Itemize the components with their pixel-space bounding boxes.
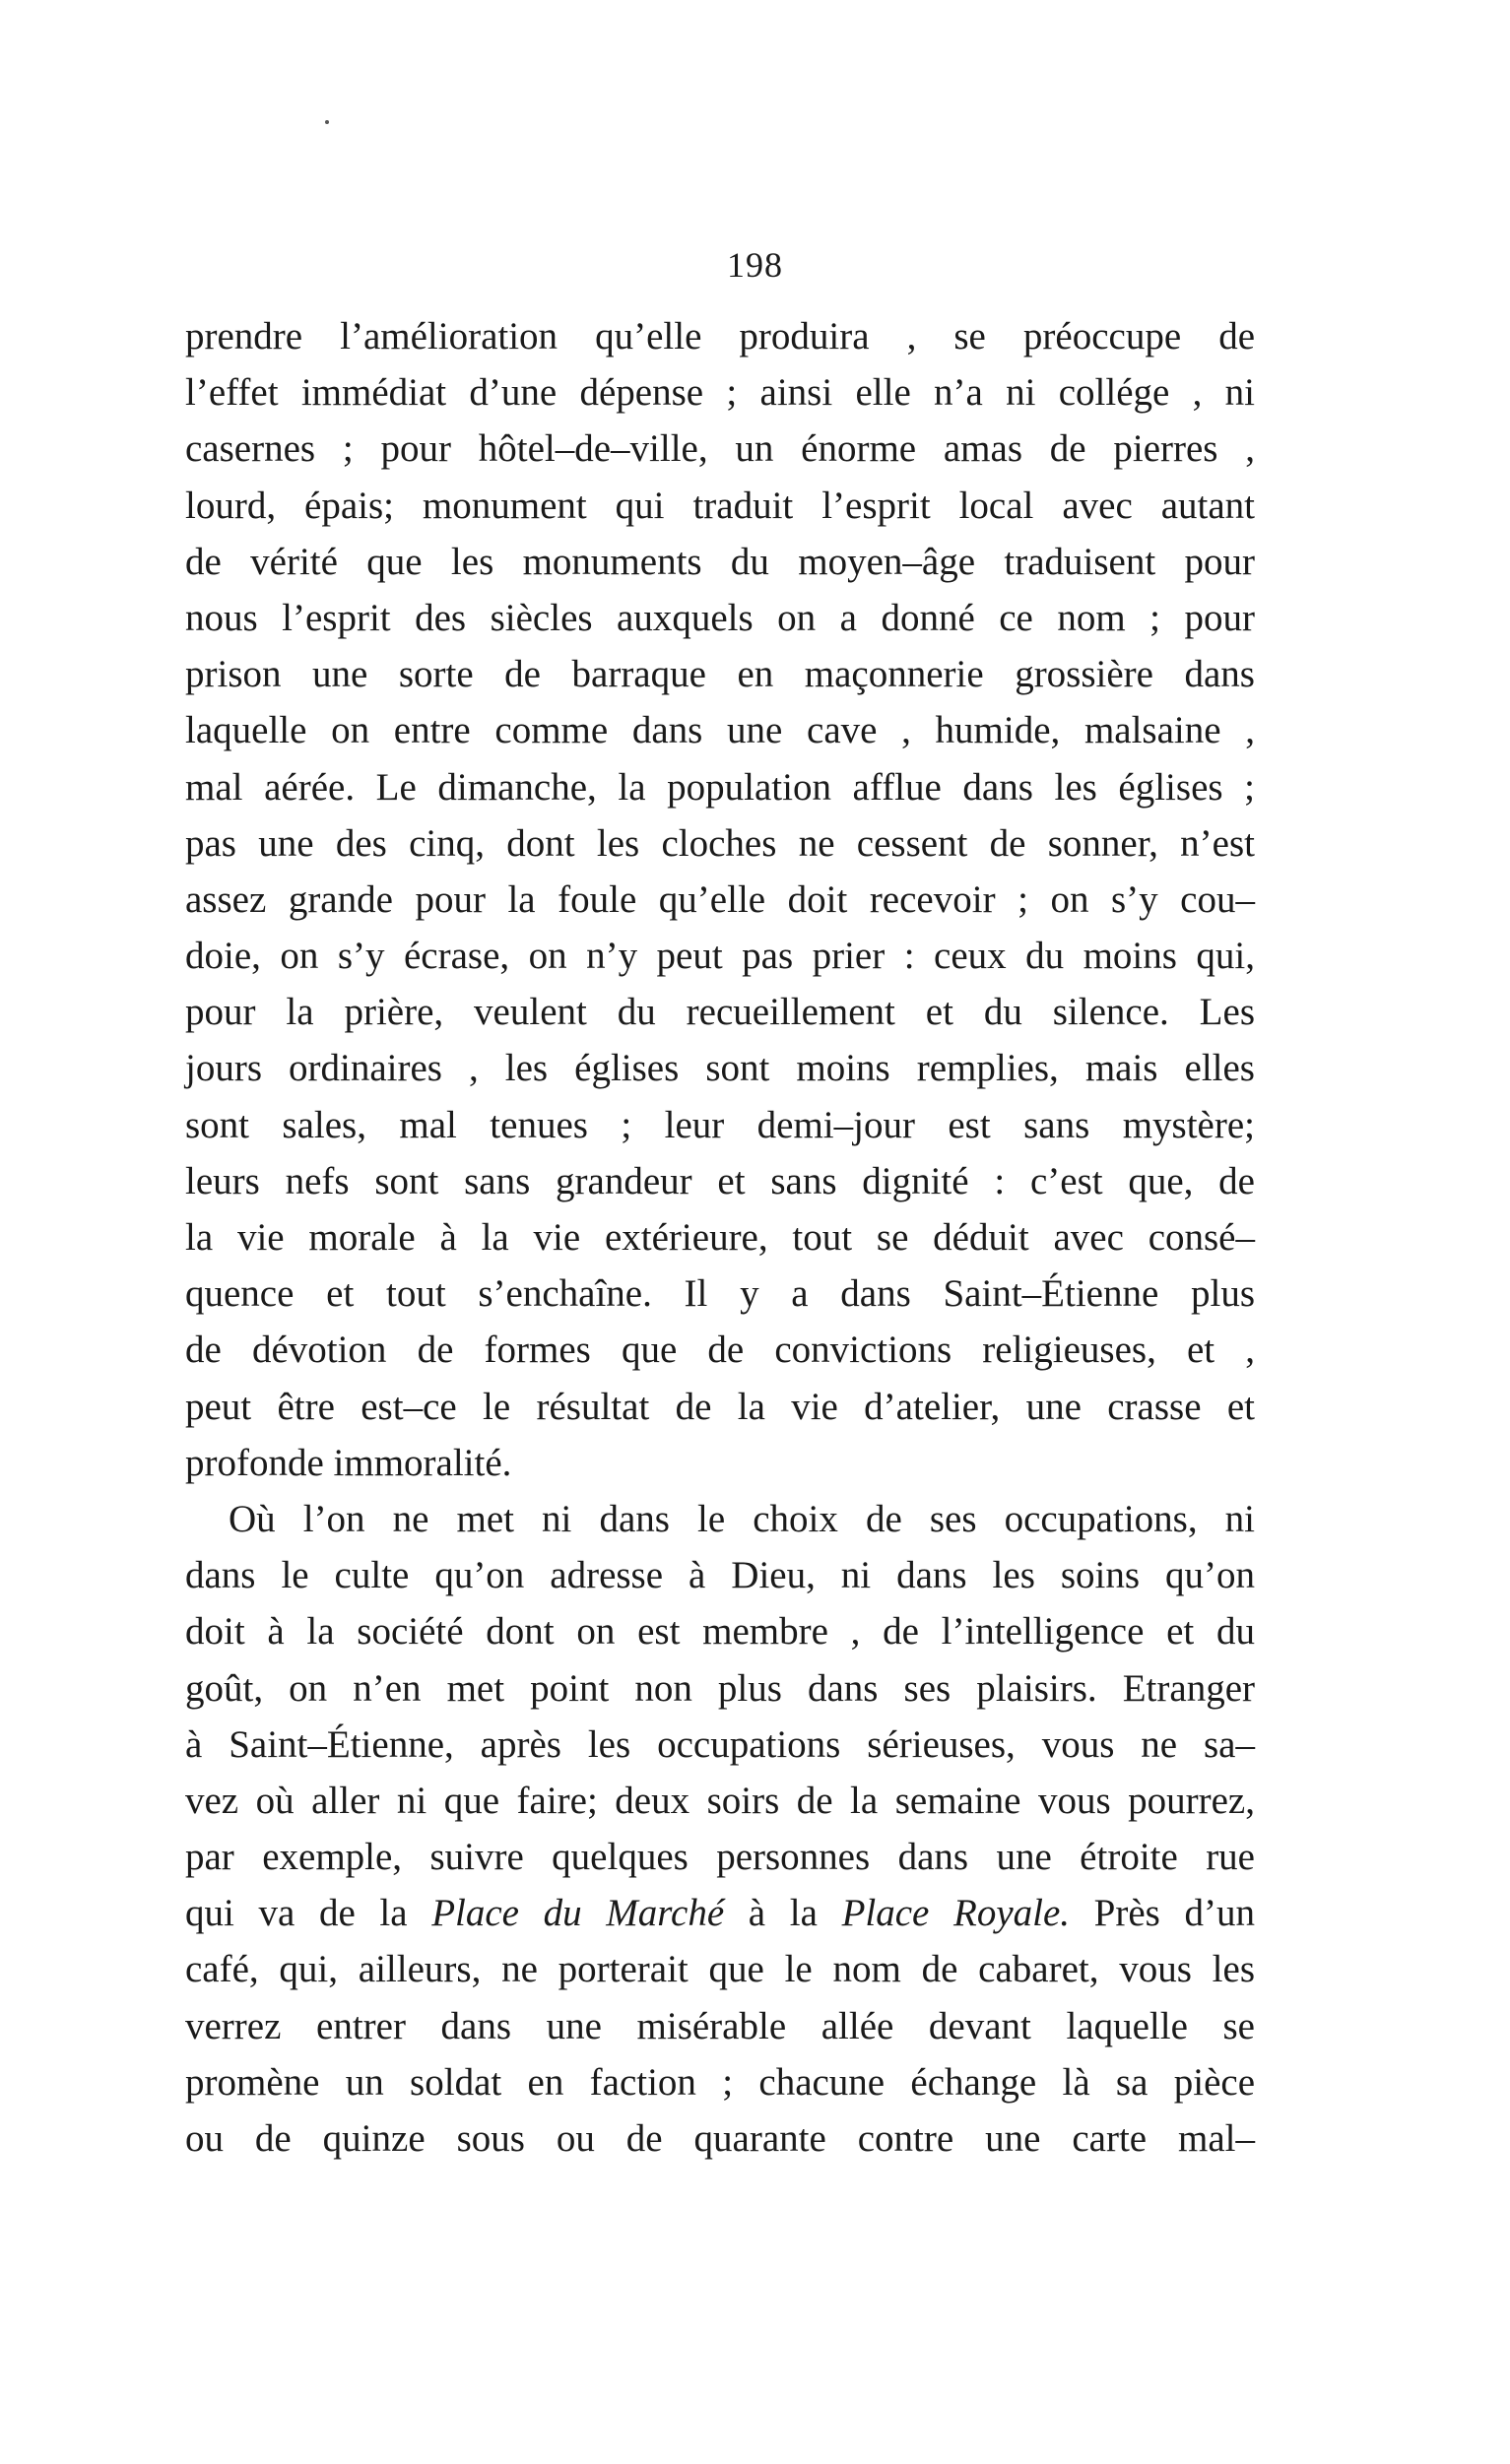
text-fragment: Près d’un [1070,1892,1255,1935]
text-line: peut être est–ce le résultat de la vie d’atelier, une crasse et [185,1385,1255,1428]
text-line: par exemple, suivre quelques personnes dans une étroite rue [185,1836,1255,1879]
text-line: mal aérée. Le dimanche, la population afflue dans les églises ; [185,765,1255,809]
place-name-royale: Place Royale. [841,1892,1071,1935]
text-line: pas une des cinq, dont les cloches ne cessent de sonner, n’est [185,821,1255,865]
text-line: doit à la société dont on est membre , de l’intelligence et du [185,1610,1255,1653]
place-name-marche: Place du Marché [431,1892,725,1935]
text-line-paragraph-start: Où l’on ne met ni dans le choix de ses occupations, ni [229,1497,1255,1540]
text-line: la vie morale à la vie extérieure, tout se déduit avec consé– [185,1216,1255,1259]
text-line: de vérité que les monuments du moyen–âge traduisent pour [185,540,1255,583]
text-line: à Saint–Étienne, après les occupations sérieuses, vous ne sa– [185,1722,1255,1766]
text-line-paragraph-end: profonde immoralité. [185,1441,512,1484]
text-line: doie, on s’y écrase, on n’y peut pas prier : ceux du moins qui, [185,935,1255,978]
text-line: promène un soldat en faction ; chacune échange là sa pièce [185,2060,1255,2104]
text-line: jours ordinaires , les églises sont moins remplies, mais elles [185,1047,1255,1090]
text-line: lourd, épais; monument qui traduit l’esprit local avec autant [185,484,1255,527]
text-fragment: à la [724,1892,842,1935]
text-line: nous l’esprit des siècles auxquels on a donné ce nom ; pour [185,596,1255,639]
text-line: pour la prière, veulent du recueillement et du silence. Les [185,991,1255,1034]
text-line: dans le culte qu’on adresse à Dieu, ni dans les soins qu’on [185,1554,1255,1597]
text-line: café, qui, ailleurs, ne porterait que le nom de cabaret, vous les [185,1948,1255,1991]
text-line: assez grande pour la foule qu’elle doit recevoir ; on s’y cou– [185,877,1255,921]
body-text [185,308,1255,2167]
text-line: ou de quinze sous ou de quarante contre une carte mal– [185,2117,1255,2160]
text-line: verrez entrer dans une misérable allée devant laquelle se [185,2004,1255,2047]
text-line: casernes ; pour hôtel–de–ville, un énorme amas de pierres , [185,427,1255,471]
text-line: l’effet immédiat d’une dépense ; ainsi elle n’a ni collége , ni [185,371,1255,415]
text-line: prendre l’amélioration qu’elle produira , se préoccupe de [185,315,1255,357]
text-line: laquelle on entre comme dans une cave , humide, malsaine , [185,709,1255,752]
text-fragment: qui va de la [185,1892,432,1935]
page-number: 198 [727,245,783,285]
text-line: de dévotion de formes que de convictions religieuses, et , [185,1329,1255,1372]
text-line: leurs nefs sont sans grandeur et sans dignité : c’est que, de [185,1159,1255,1202]
text-line: prison une sorte de barraque en maçonnerie grossière dans [185,653,1255,696]
text-line: vez où aller ni que faire; deux soirs de la semaine vous pourrez, [185,1779,1255,1822]
text-line: sont sales, mal tenues ; leur demi–jour est sans mystère; [185,1103,1255,1146]
text-line: quence et tout s’enchaîne. Il y a dans Saint–Étienne plus [185,1272,1255,1316]
paper-speck [325,120,329,124]
text-line-with-places [185,1885,1255,1941]
text-line: goût, on n’en met point non plus dans ses plaisirs. Etranger [185,1666,1255,1710]
